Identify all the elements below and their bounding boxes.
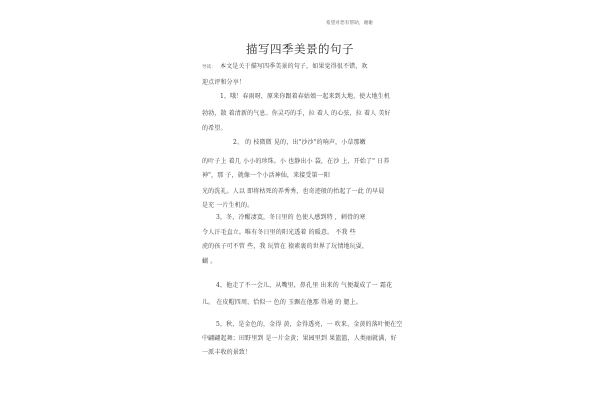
paragraph-1-line: 的希望。 xyxy=(202,125,227,132)
paragraph-2-line: 2、 的 枝微微 晃的，出"沙沙"的响声，小草那嫩 xyxy=(233,139,366,146)
paragraph-4-line: 4，他走了不一会儿，从嘴里，鼻孔里 出来的 气便凝成了一 霜花 xyxy=(216,282,393,289)
paragraph-5-line: 中翩翩起舞；田野里到 是一片金黄；果园里到 果篮篮，人类丽就满，好 xyxy=(202,335,397,342)
header-note: 希望对您有帮助，谢谢 xyxy=(326,21,373,26)
paragraph-3-line: 蝴 。 xyxy=(202,258,217,265)
paragraph-1-line: 1，哦！春雨呀，原来你跟着春姑娘一起来到大地，使大地生机 xyxy=(220,93,391,100)
paragraph-2-line: 神"，那 子，就像一个小活神仙，来接受第一阳 xyxy=(202,172,330,179)
intro-line: 迎点评和分享！ xyxy=(202,79,246,86)
paragraph-3-line: 3，冬，冷醒凄寞，冬日里的 色使人感到特 ，刺骨的寒 xyxy=(216,214,366,221)
paragraph-1-line: 勃勃，散 着清新的气息。你灵巧的手，拉 着人 的心弦，拉 着人 美好 xyxy=(202,110,391,117)
intro-label: 导读： xyxy=(202,65,216,70)
paragraph-3-line: 虎的孩子可不管 些，我 玩管在 猿素裹的世界了玩情地玩耍， xyxy=(202,243,369,250)
paragraph-5-line: 5，秋，是金色的，金得 黄，金得透亮，一 吹来，金黄的落叶便在空 xyxy=(216,321,403,328)
paragraph-5-line: 一派丰收的景致！ xyxy=(202,349,252,356)
paragraph-2-line: 是充 一片生机的。 xyxy=(202,202,254,209)
intro-line xyxy=(202,61,368,70)
document-title: 描写四季美景的句子 xyxy=(246,42,354,56)
paragraph-2-line: 的叶子上 着几 小小的珍珠。小 也静出小 袋，在沙 上，开始了" 日养 xyxy=(202,158,390,165)
paragraph-3-line: 令人汗毛直立。唯有冬日里的阳光透着 的暖意。 不我 些 xyxy=(202,229,356,236)
intro-text: 本文是关于描写四季美景的句子，如果觉得很不错，欢 xyxy=(219,63,368,70)
paragraph-4-line: 儿。 在皮帽四周，恰似一 色的 玉飘在他那 得通 的 腮上。 xyxy=(202,299,362,306)
paragraph-2-line: 光的洗礼。人以 即将枯死的养秀秀，也奇迹般的抬起了一此 的早晨 xyxy=(202,188,385,195)
